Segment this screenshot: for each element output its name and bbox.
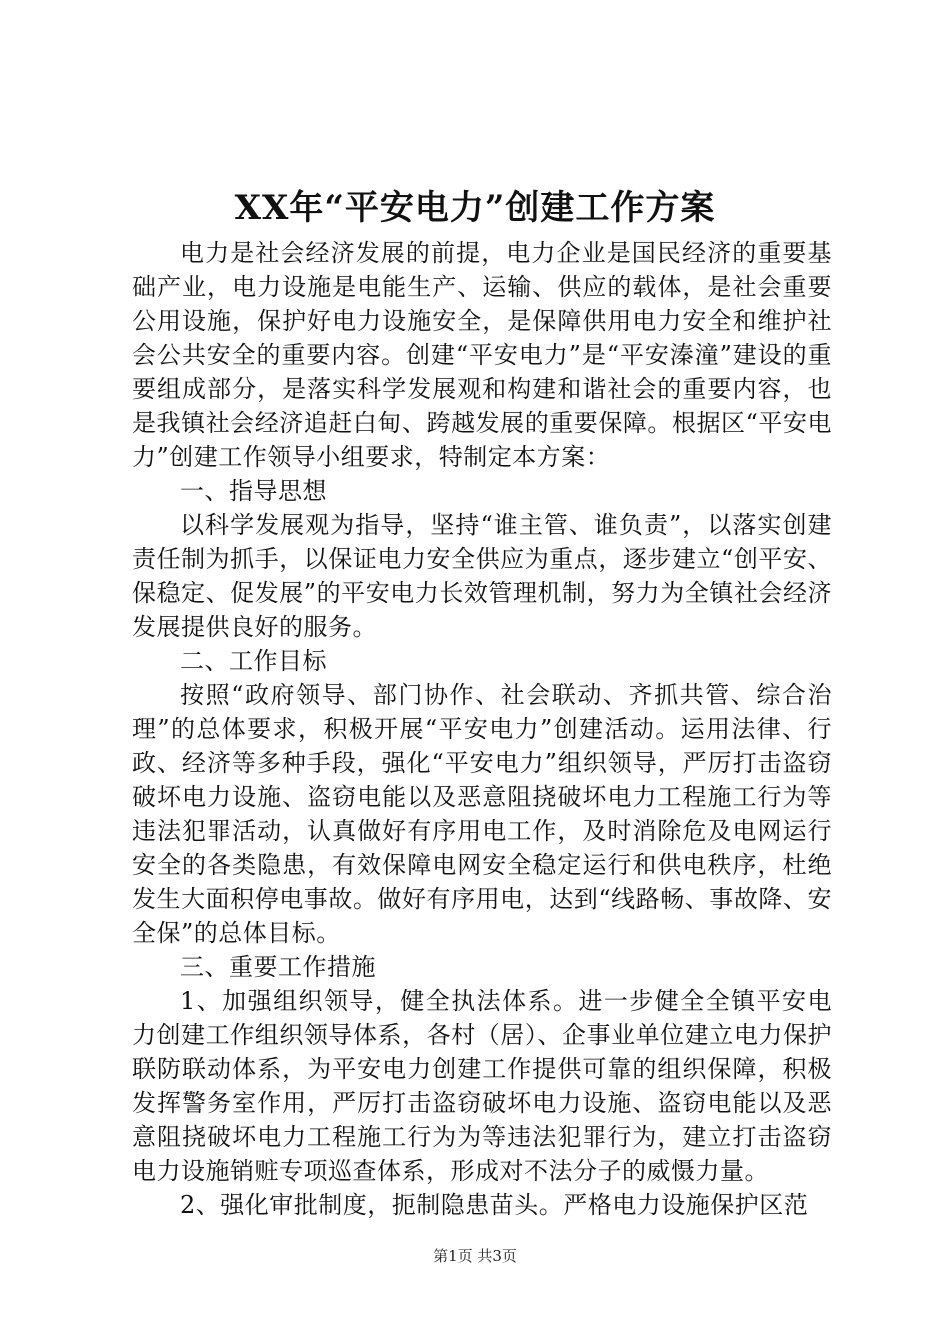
- page-footer: 第1页 共3页: [433, 1247, 517, 1265]
- paragraph-work-goals: 按照“政府领导、部门协作、社会联动、齐抓共管、综合治理”的总体要求，积极开展“平安电力”创建活动。运用法律、行政、经济等多种手段，强化“平安电力”组织领导，严厉打击盗窃破坏电力设施、盗窃电能以及恶意阻挠破坏电力工程施工行为等违法犯罪活动，认真做好有序用电工作，及时消除危及电网运行安全的各类隐患，有效保障电网安全稳定运行和供电秩序，杜绝发生大面积停电事故。做好有序用电，达到“线路畅、事故降、安全保”的总体目标。: [132, 681, 832, 947]
- paragraph-intro: 电力是社会经济发展的前提，电力企业是国民经济的重要基础产业，电力设施是电能生产、运输、供应的载体，是社会重要公用设施，保护好电力设施安全，是保障供用电力安全和维护社会公共安全的重要内容。创建“平安电力”是“平安溱潼”建设的重要组成部分，是落实科学发展观和构建和谐社会的重要内容，也是我镇社会经济追赶白甸、跨越发展的重要保障。根据区“平安电力”创建工作领导小组要求，特制定本方案：: [132, 239, 832, 471]
- paragraph-measure-2: 2、强化审批制度，扼制隐患苗头。严格电力设施保护区范: [180, 1191, 809, 1219]
- document-body: [132, 236, 832, 1222]
- section-heading-guiding-ideology: 一、指导思想: [180, 477, 327, 505]
- paragraph-measure-1: 1、加强组织领导，健全执法体系。进一步健全全镇平安电力创建工作组织领导体系，各村（居）、企事业单位建立电力保护联防联动体系，为平安电力创建工作提供可靠的组织保障，积极发挥警务室作用，严厉打击盗窃破坏电力设施、盗窃电能以及恶意阻挠破坏电力工程施工行为为等违法犯罪行为，建立打击盗窃电力设施销赃专项巡查体系，形成对不法分子的威慑力量。: [132, 987, 832, 1185]
- paragraph-guiding-ideology: 以科学发展观为指导，坚持“谁主管、谁负责”，以落实创建责任制为抓手，以保证电力安全供应为重点，逐步建立“创平安、保稳定、促发展”的平安电力长效管理机制，努力为全镇社会经济发展提供良好的服务。: [132, 511, 832, 641]
- document-title: XX年“平安电力”创建工作方案: [234, 188, 716, 228]
- section-heading-work-goals: 二、工作目标: [180, 647, 327, 675]
- section-heading-key-measures: 三、重要工作措施: [180, 953, 376, 981]
